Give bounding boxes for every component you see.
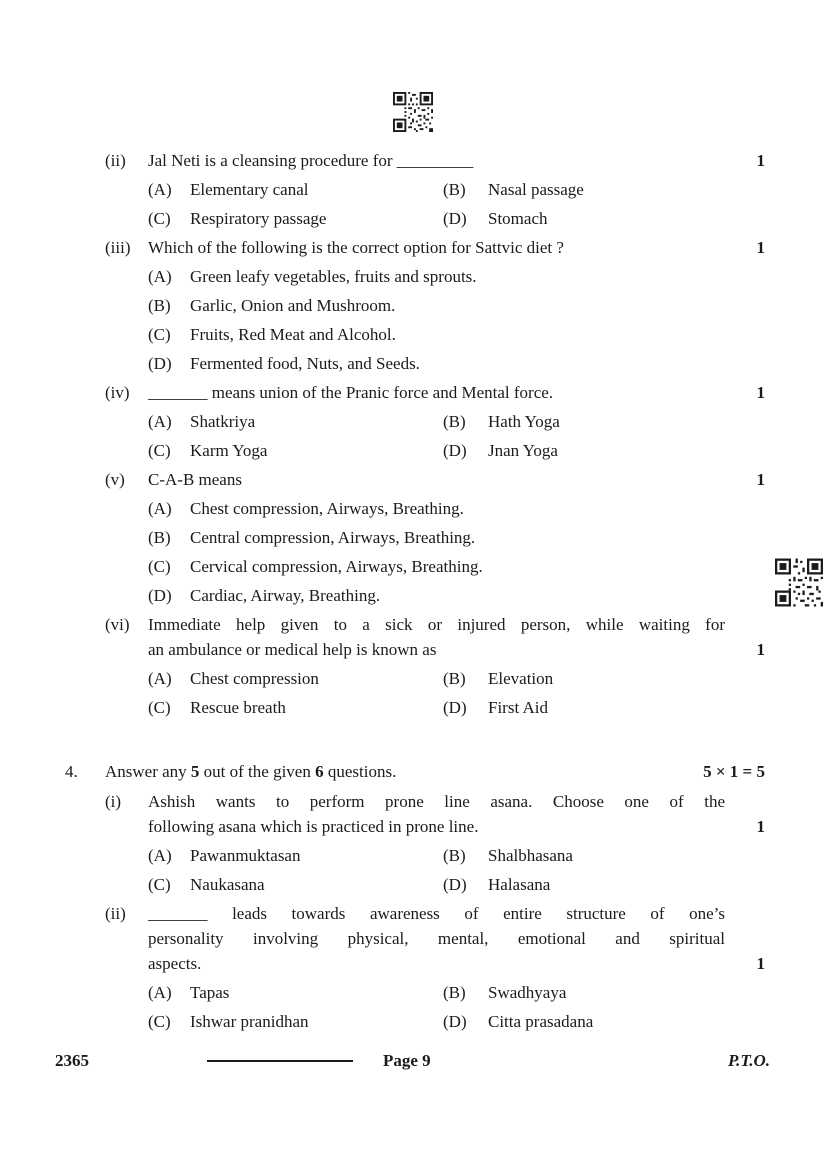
question-text-line: following asana which is practiced in prone line.	[148, 817, 479, 836]
option-letter: (D)	[148, 586, 172, 605]
option-text: Garlic, Onion and Mushroom.	[190, 296, 396, 315]
option-letter: (C)	[148, 325, 171, 344]
option-letter: (B)	[443, 983, 466, 1002]
option-text: Chest compression	[190, 669, 319, 688]
question-text-line: aspects.	[148, 954, 202, 973]
options	[148, 980, 765, 1034]
option-row	[148, 872, 765, 897]
marks-value: 1	[756, 470, 765, 489]
questions-area	[65, 144, 765, 1034]
option-letter: (A)	[148, 669, 172, 688]
option-row	[148, 293, 765, 318]
option-row	[148, 496, 765, 521]
option-letter: (D)	[443, 875, 467, 894]
question-number: (i)	[105, 792, 122, 811]
option-text: Pawanmuktasan	[190, 846, 301, 865]
option-letter: (B)	[443, 669, 466, 688]
option-text: Chest compression, Airways, Breathing.	[190, 499, 464, 518]
option-text: Respiratory passage	[190, 209, 327, 228]
option-text: Ishwar pranidhan	[190, 1012, 309, 1031]
paper-code: 2365	[55, 1051, 89, 1070]
question-text-line: _______ means union of the Pranic force and Mental force.	[148, 383, 554, 402]
question-text-line: an ambulance or medical help is known as	[148, 640, 437, 659]
option-text: Tapas	[190, 983, 230, 1002]
option-letter: (B)	[148, 296, 171, 315]
option-row	[148, 177, 765, 202]
option-text: Stomach	[488, 209, 548, 228]
option-letter: (B)	[443, 846, 466, 865]
option-row	[148, 554, 765, 579]
options	[148, 843, 765, 897]
option-letter: (D)	[148, 354, 172, 373]
marks-value: 1	[756, 817, 765, 836]
question-item	[105, 901, 765, 1034]
option-text: Green leafy vegetables, fruits and sprouts.	[190, 267, 477, 286]
footer-divider	[207, 1060, 353, 1062]
option-text: Central compression, Airways, Breathing.	[190, 528, 476, 547]
option-row	[148, 206, 765, 231]
question-text	[148, 901, 765, 976]
question-text-line: Immediate help given to a sick or injured person, while waiting for	[148, 615, 725, 634]
option-row	[148, 1009, 765, 1034]
option-text: Fruits, Red Meat and Alcohol.	[190, 325, 396, 344]
option-text: Halasana	[488, 875, 551, 894]
option-letter: (A)	[148, 499, 172, 518]
question-4	[65, 759, 765, 1034]
question-number: (v)	[105, 470, 125, 489]
option-text: Cardiac, Airway, Breathing.	[190, 586, 381, 605]
heading-text: Answer any	[105, 762, 191, 781]
question-text	[148, 467, 765, 492]
option-text: Jnan Yoga	[488, 441, 558, 460]
option-text: Karm Yoga	[190, 441, 268, 460]
question-number: (iii)	[105, 238, 131, 257]
option-row	[148, 351, 765, 376]
question-item	[105, 789, 765, 897]
option-row	[148, 409, 765, 434]
option-row	[148, 843, 765, 868]
options	[148, 177, 765, 231]
option-text: Fermented food, Nuts, and Seeds.	[190, 354, 420, 373]
option-row	[148, 438, 765, 463]
question-text	[148, 235, 765, 260]
question-text	[148, 789, 765, 839]
option-letter: (C)	[148, 557, 171, 576]
question-text	[148, 380, 765, 405]
question-number: 4.	[65, 762, 78, 781]
option-text: Elevation	[488, 669, 554, 688]
option-text: Hath Yoga	[488, 412, 560, 431]
page-footer	[0, 1048, 827, 1073]
marks-scheme: 5 × 1 = 5	[703, 762, 765, 781]
heading-text: out of the given	[199, 762, 316, 781]
question-item	[105, 467, 765, 608]
option-text: Citta prasadana	[488, 1012, 594, 1031]
marks-value: 1	[756, 954, 765, 973]
question-number: (vi)	[105, 615, 130, 634]
option-text: Naukasana	[190, 875, 265, 894]
page-number: Page 9	[383, 1051, 431, 1070]
option-letter: (C)	[148, 1012, 171, 1031]
option-row	[148, 264, 765, 289]
option-letter: (D)	[443, 698, 467, 717]
option-letter: (D)	[443, 209, 467, 228]
option-letter: (C)	[148, 875, 171, 894]
option-row	[148, 980, 765, 1005]
option-text: First Aid	[488, 698, 548, 717]
option-text: Nasal passage	[488, 180, 584, 199]
marks-value: 1	[756, 383, 765, 402]
marks-value: 1	[756, 151, 765, 170]
option-letter: (A)	[148, 983, 172, 1002]
option-text: Shatkriya	[190, 412, 256, 431]
option-letter: (B)	[443, 180, 466, 199]
option-row	[148, 525, 765, 550]
question-number: (ii)	[105, 151, 126, 170]
option-text: Elementary canal	[190, 180, 309, 199]
option-letter: (D)	[443, 1012, 467, 1031]
question-number: (ii)	[105, 904, 126, 923]
question-item	[105, 380, 765, 463]
option-letter: (A)	[148, 180, 172, 199]
option-letter: (C)	[148, 698, 171, 717]
question-item	[105, 235, 765, 376]
option-letter: (C)	[148, 441, 171, 460]
option-letter: (B)	[148, 528, 171, 547]
heading-bold-number: 6	[315, 762, 324, 781]
option-row	[148, 583, 765, 608]
option-text: Cervical compression, Airways, Breathing.	[190, 557, 483, 576]
question-number: (iv)	[105, 383, 130, 402]
question-text-line: Ashish wants to perform prone line asana. Choose one of the	[148, 792, 725, 811]
pto-label: P.T.O.	[727, 1051, 770, 1070]
option-letter: (A)	[148, 412, 172, 431]
option-row	[148, 695, 765, 720]
option-row	[148, 666, 765, 691]
options	[148, 666, 765, 720]
marks-value: 1	[756, 640, 765, 659]
heading-text: questions.	[323, 762, 397, 781]
question-text-line: Jal Neti is a cleansing procedure for _________	[148, 151, 474, 170]
question-text	[148, 148, 765, 173]
qr-code-icon	[393, 92, 433, 132]
option-letter: (A)	[148, 846, 172, 865]
option-text: Swadhyaya	[488, 983, 567, 1002]
question-item	[105, 612, 765, 720]
option-text: Shalbhasana	[488, 846, 573, 865]
question-item	[105, 148, 765, 231]
options	[148, 496, 765, 608]
question-text-line: C-A-B means	[148, 470, 242, 489]
options	[148, 409, 765, 463]
qr-code-icon	[775, 557, 823, 608]
marks-value: 1	[756, 238, 765, 257]
question-text-line: _______ leads towards awareness of entire structure of one’s	[148, 904, 725, 923]
option-row	[148, 322, 765, 347]
option-letter: (D)	[443, 441, 467, 460]
question-heading	[105, 759, 765, 784]
question-text	[148, 612, 765, 662]
option-letter: (C)	[148, 209, 171, 228]
option-letter: (B)	[443, 412, 466, 431]
question-text-line: personality involving physical, mental, emotional and spiritual	[148, 929, 725, 948]
option-text: Rescue breath	[190, 698, 286, 717]
options	[148, 264, 765, 376]
question-text-line: Which of the following is the correct option for Sattvic diet ?	[148, 238, 564, 257]
heading-bold-number: 5	[190, 762, 200, 781]
option-letter: (A)	[148, 267, 172, 286]
